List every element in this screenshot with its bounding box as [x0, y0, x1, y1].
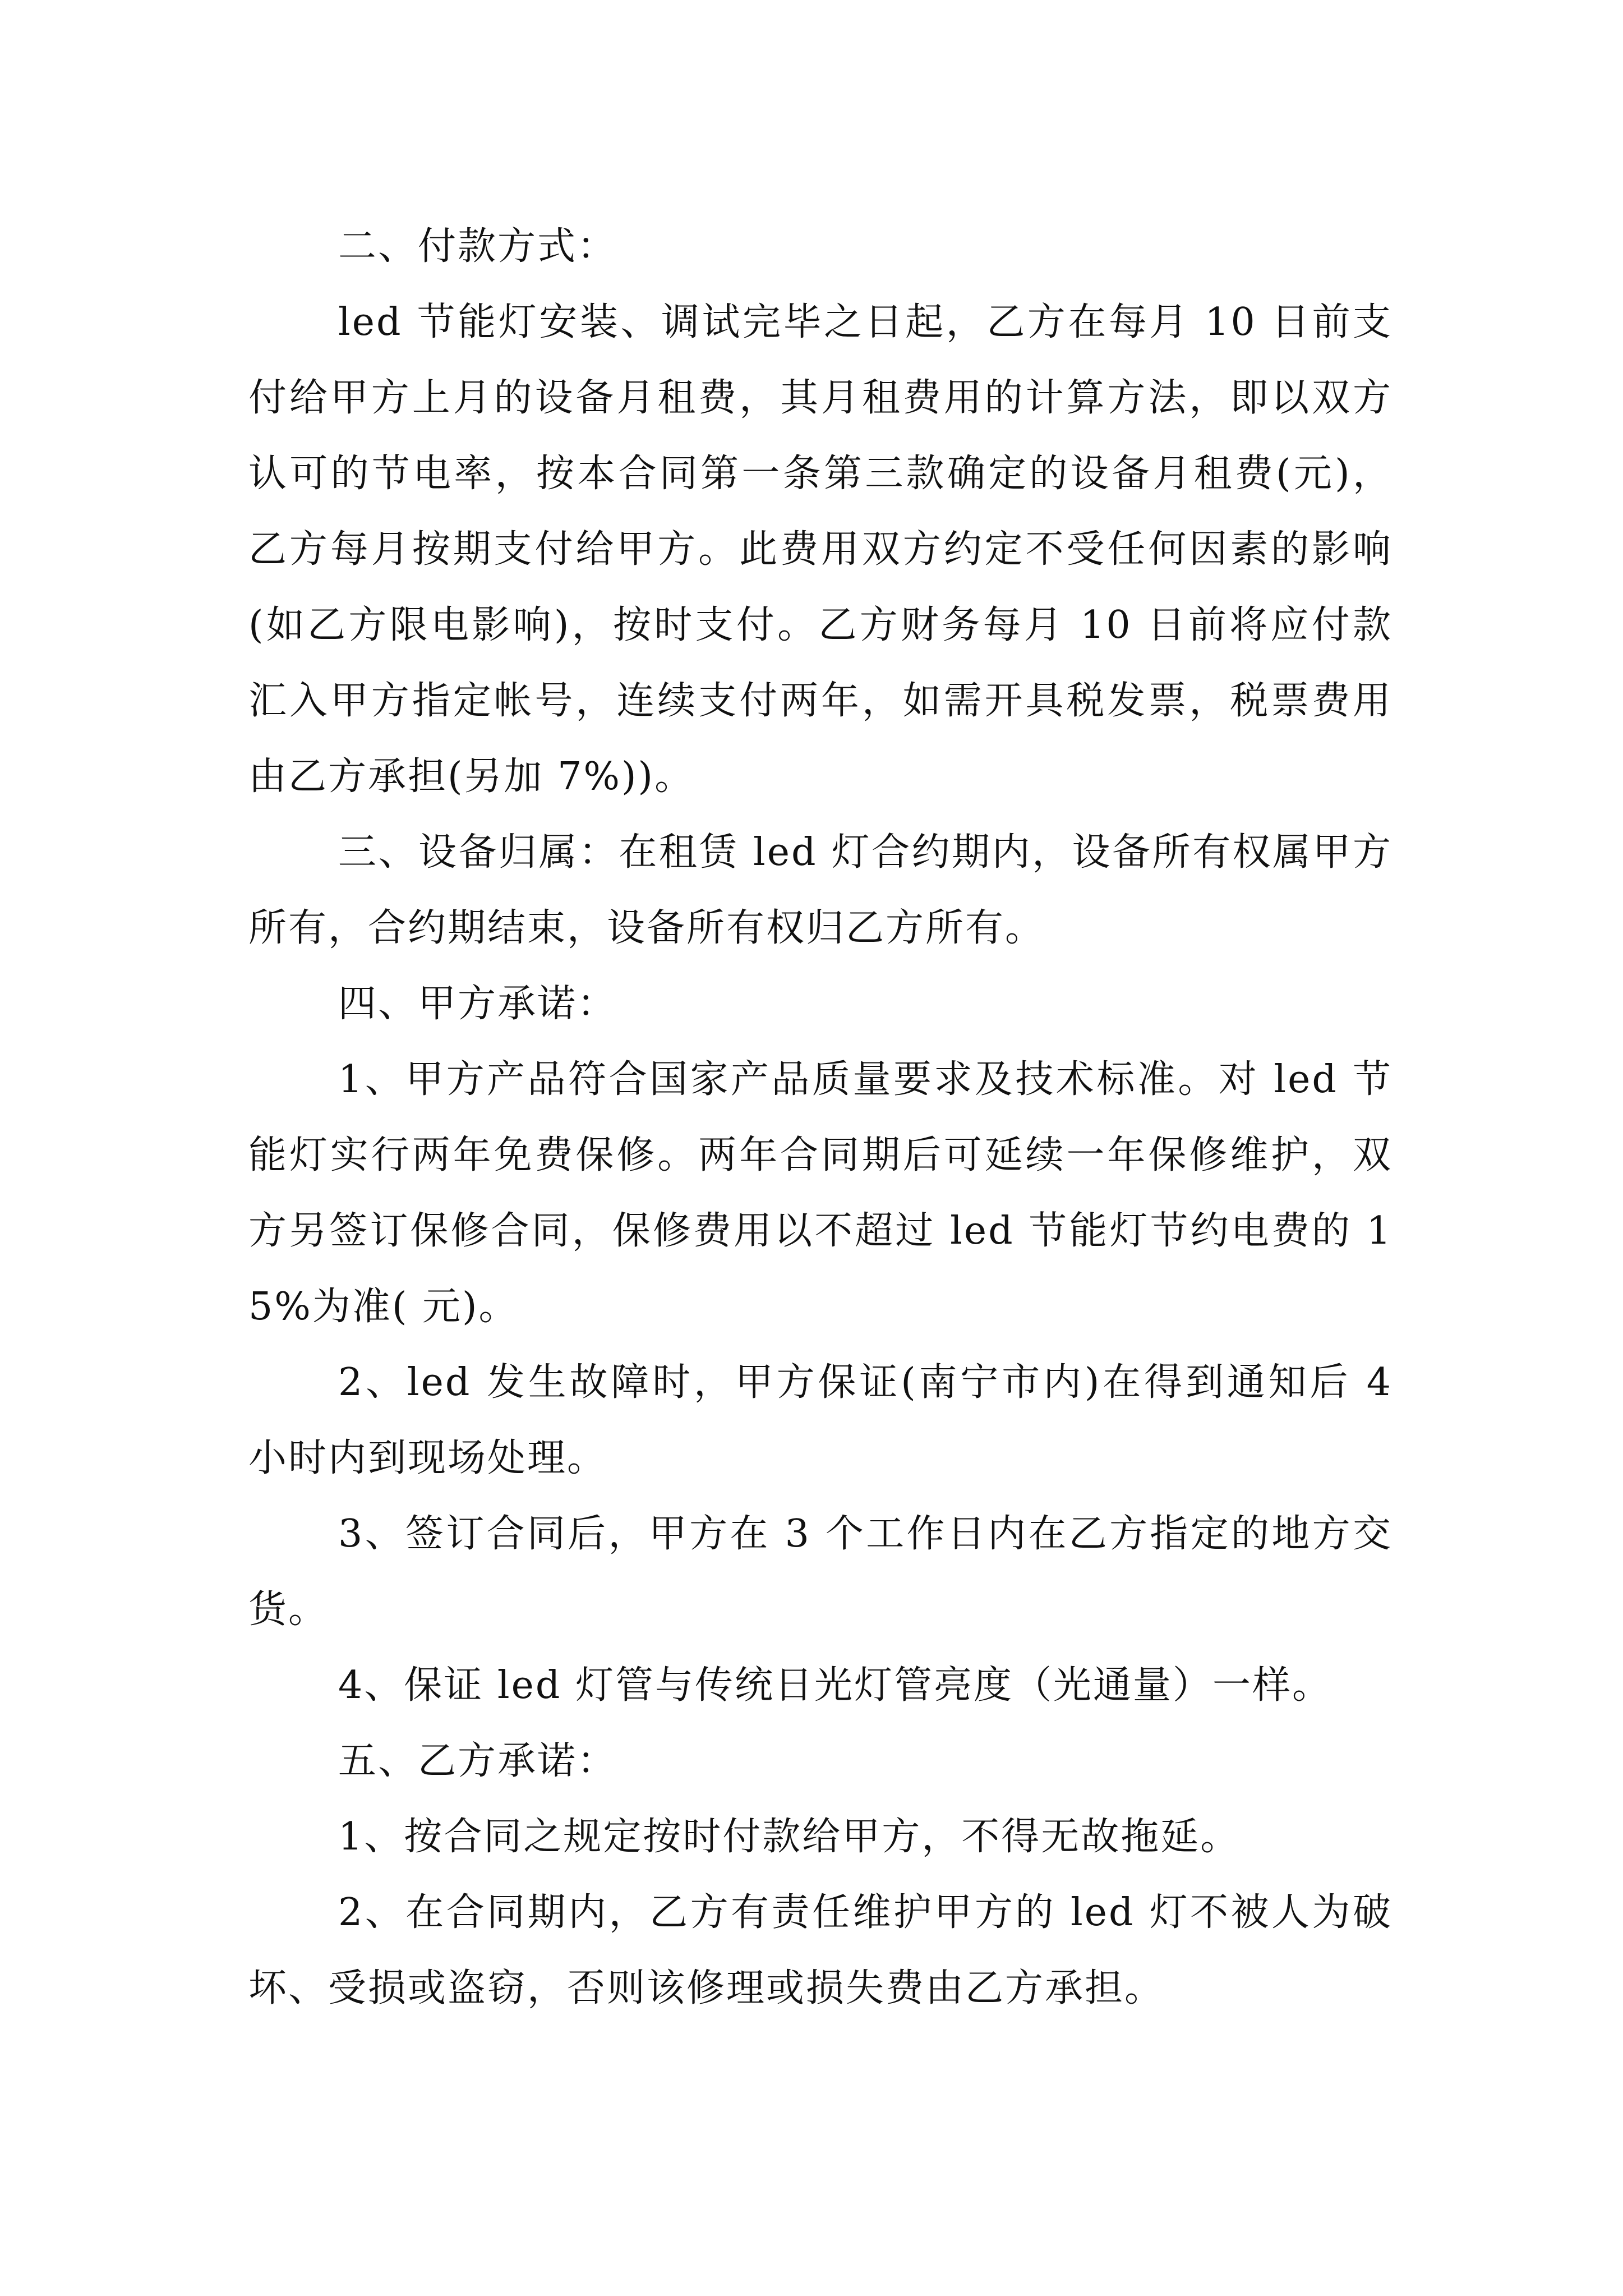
paragraph-party-a-item-4: 4、保证 led 灯管与传统日光灯管亮度（光通量）一样。: [338, 1663, 1332, 1708]
section-heading-party-b: 五、乙方承诺：: [338, 1739, 617, 1783]
paragraph-payment-terms: led 节能灯安装、调试完毕之日起，乙方在每月 10 日前支付给甲方上月的设备月租费，其月租费用的计算方法，即以双方认可的节电率，按本合同第一条第三款确定的设备月租费(元)，乙方每月按期支付给甲方。此费用双方约定不受任何因素的影响(如乙方限电影响)，按时支付。乙方财务每月 10 日前将应付款汇入甲方指定帐号，连续支付两年，如需开具税发票，税票费用由乙方承担(另加 7%))。: [248, 300, 1393, 799]
paragraph-party-b-item-1: 1、按合同之规定按时付款给甲方，不得无故拖延。: [338, 1815, 1241, 1859]
section-heading-payment: 二、付款方式：: [338, 224, 617, 269]
paragraph-party-a-item-3: 3、签订合同后，甲方在 3 个工作日内在乙方指定的地方交货。: [248, 1512, 1393, 1632]
paragraph-party-a-item-1: 1、甲方产品符合国家产品质量要求及技术标准。对 led 节能灯实行两年免费保修。两年合同期后可延续一年保修维护，双方另签订保修合同，保修费用以不超过 led 节能灯节约电费的 15%为准( 元)。: [248, 1057, 1393, 1329]
section-heading-party-a: 四、甲方承诺：: [338, 982, 617, 1026]
document-body: [248, 209, 1393, 2026]
paragraph-party-a-item-2: 2、led 发生故障时，甲方保证(南宁市内)在得到通知后 4 小时内到现场处理。: [248, 1360, 1393, 1480]
paragraph-equipment-ownership: 三、设备归属：在租赁 led 灯合约期内，设备所有权属甲方所有，合约期结束，设备所有权归乙方所有。: [248, 830, 1393, 950]
paragraph-party-b-item-2: 2、在合同期内，乙方有责任维护甲方的 led 灯不被人为破坏、受损或盗窃，否则该修理或损失费由乙方承担。: [248, 1890, 1393, 2010]
